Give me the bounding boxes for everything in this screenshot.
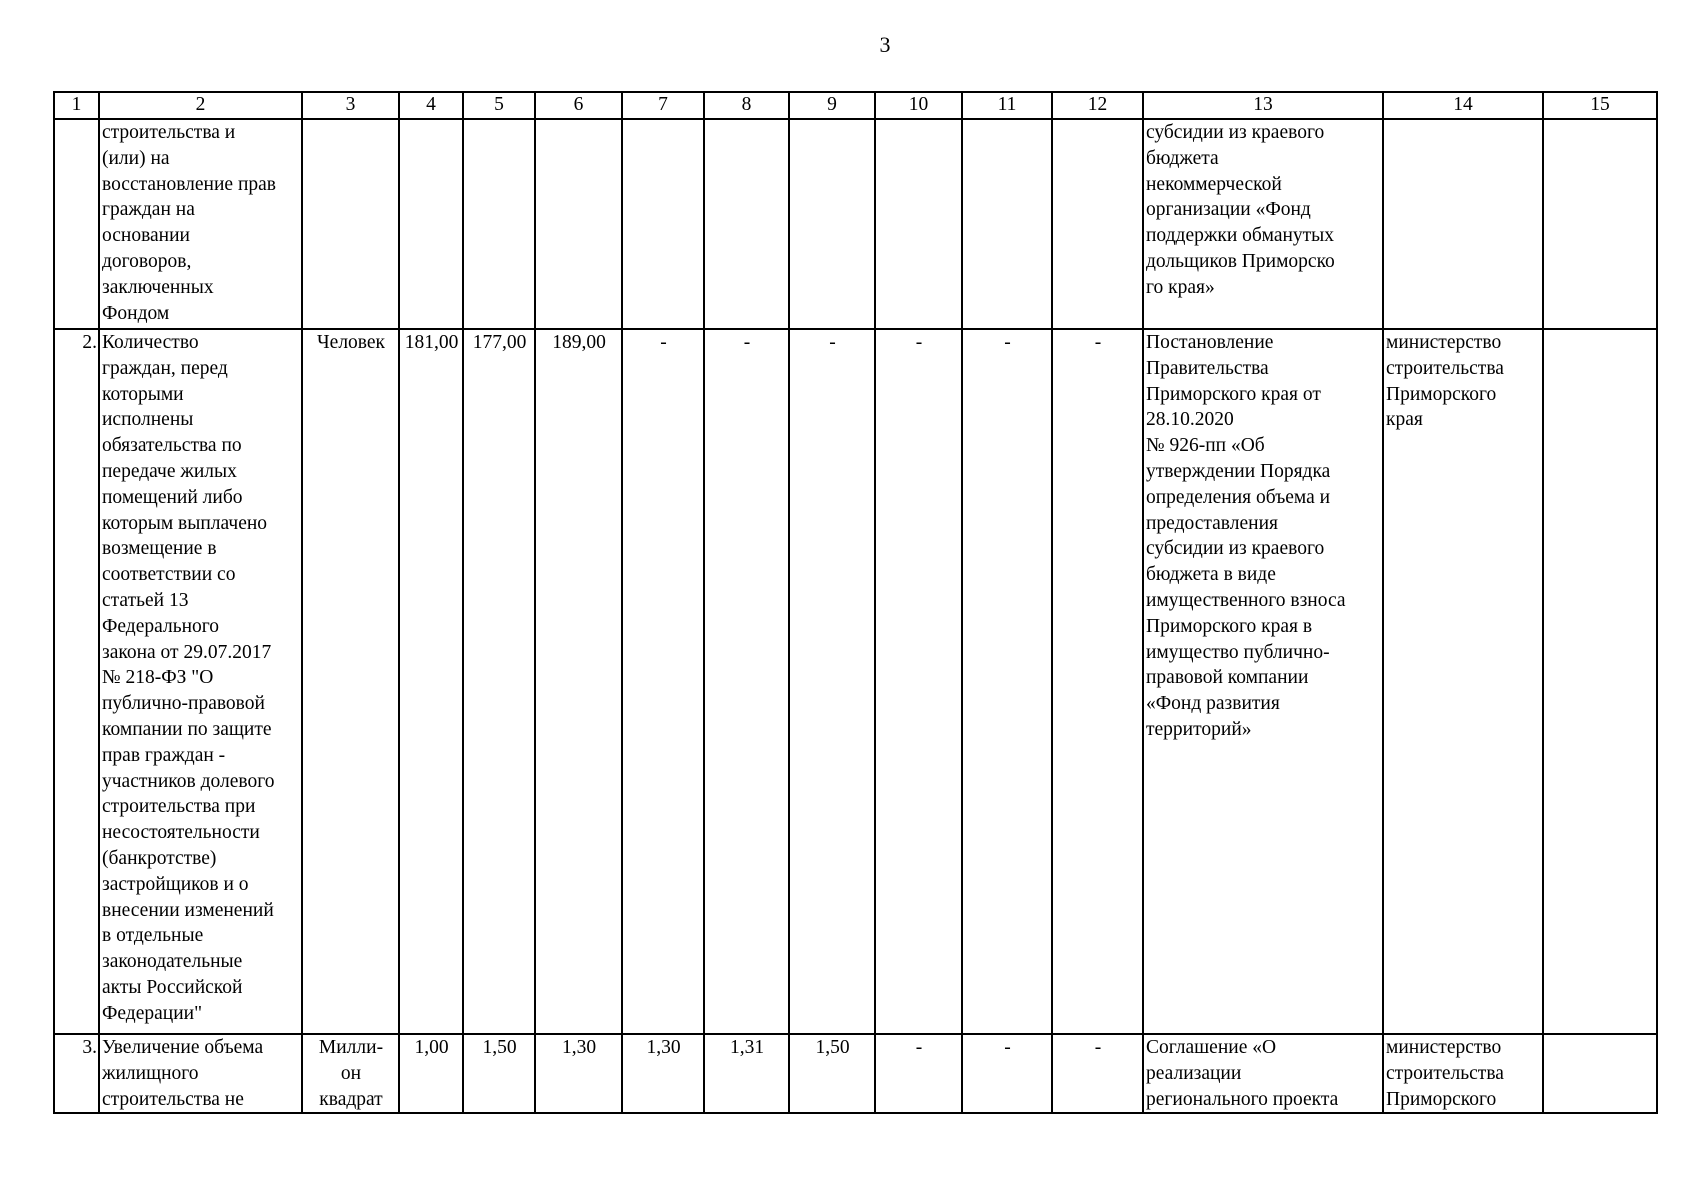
value-col-7 [622, 119, 704, 329]
column-number-13: 13 [1143, 92, 1383, 119]
column-15-cell [1543, 329, 1657, 1034]
indicator-name: строительства и (или) на восстановление прав граждан на основании договоров, заключенных Фондом [99, 119, 302, 329]
value-col-9 [789, 119, 875, 329]
basis-document: Постановление Правительства Приморского края от 28.10.2020 № 926-пп «Об утверждении Порядка определения объема и предоставления субсидии из краевого бюджета в виде имущественного взноса Приморского края в имущество публично- правовой компании «Фонд развития территорий» [1143, 329, 1383, 1034]
value-col-6: 189,00 [535, 329, 622, 1034]
value-col-12: - [1052, 1034, 1143, 1113]
value-col-4: 181,00 [399, 329, 463, 1034]
page-number: 3 [879, 32, 891, 57]
table-row [54, 1034, 1657, 1113]
row-number: 3. [54, 1034, 99, 1113]
value-col-9: 1,50 [789, 1034, 875, 1113]
column-number-8: 8 [704, 92, 789, 119]
value-col-12 [1052, 119, 1143, 329]
value-col-8: 1,31 [704, 1034, 789, 1113]
column-15-cell [1543, 1034, 1657, 1113]
value-col-11: - [962, 329, 1052, 1034]
unit: Человек [302, 329, 399, 1034]
column-number-5: 5 [463, 92, 535, 119]
value-col-10: - [875, 1034, 962, 1113]
value-col-10 [875, 119, 962, 329]
column-number-6: 6 [535, 92, 622, 119]
unit: Милли- он квадрат [302, 1034, 399, 1113]
column-number-11: 11 [962, 92, 1052, 119]
value-col-9: - [789, 329, 875, 1034]
table-row [54, 119, 1657, 329]
column-number-14: 14 [1383, 92, 1543, 119]
unit [302, 119, 399, 329]
value-col-5: 177,00 [463, 329, 535, 1034]
column-15-cell [1543, 119, 1657, 329]
value-col-5 [463, 119, 535, 329]
column-number-2: 2 [99, 92, 302, 119]
indicators-table [53, 91, 1658, 1114]
indicator-name: Увеличение объема жилищного строительства не [99, 1034, 302, 1113]
value-col-10: - [875, 329, 962, 1034]
value-col-7: 1,30 [622, 1034, 704, 1113]
value-col-8: - [704, 329, 789, 1034]
column-number-9: 9 [789, 92, 875, 119]
indicator-name: Количество граждан, перед которыми исполнены обязательства по передаче жилых помещений либо которым выплачено возмещение в соответствии со статьей 13 Федерального закона от 29.07.2017 № 218-ФЗ "О публично-правовой компании по защите прав граждан - участников долевого строительства при несостоятельности (банкротстве) застройщиков и о внесении изменений в отдельные законодательные акты Российской Федерации" [99, 329, 302, 1034]
value-col-12: - [1052, 329, 1143, 1034]
value-col-5: 1,50 [463, 1034, 535, 1113]
column-number-15: 15 [1543, 92, 1657, 119]
column-number-12: 12 [1052, 92, 1143, 119]
row-number: 2. [54, 329, 99, 1034]
value-col-11: - [962, 1034, 1052, 1113]
responsible-body: министерство строительства Приморского края [1383, 329, 1543, 1034]
column-number-4: 4 [399, 92, 463, 119]
value-col-6 [535, 119, 622, 329]
column-number-3: 3 [302, 92, 399, 119]
value-col-4: 1,00 [399, 1034, 463, 1113]
responsible-body [1383, 119, 1543, 329]
value-col-7: - [622, 329, 704, 1034]
column-number-10: 10 [875, 92, 962, 119]
basis-document: Соглашение «О реализации регионального проекта [1143, 1034, 1383, 1113]
value-col-11 [962, 119, 1052, 329]
column-number-row [54, 92, 1657, 119]
row-number [54, 119, 99, 329]
value-col-4 [399, 119, 463, 329]
value-col-6: 1,30 [535, 1034, 622, 1113]
column-number-7: 7 [622, 92, 704, 119]
table-row [54, 329, 1657, 1034]
basis-document: субсидии из краевого бюджета некоммерческой организации «Фонд поддержки обманутых дольщиков Приморско го края» [1143, 119, 1383, 329]
column-number-1: 1 [54, 92, 99, 119]
value-col-8 [704, 119, 789, 329]
responsible-body: министерство строительства Приморского [1383, 1034, 1543, 1113]
